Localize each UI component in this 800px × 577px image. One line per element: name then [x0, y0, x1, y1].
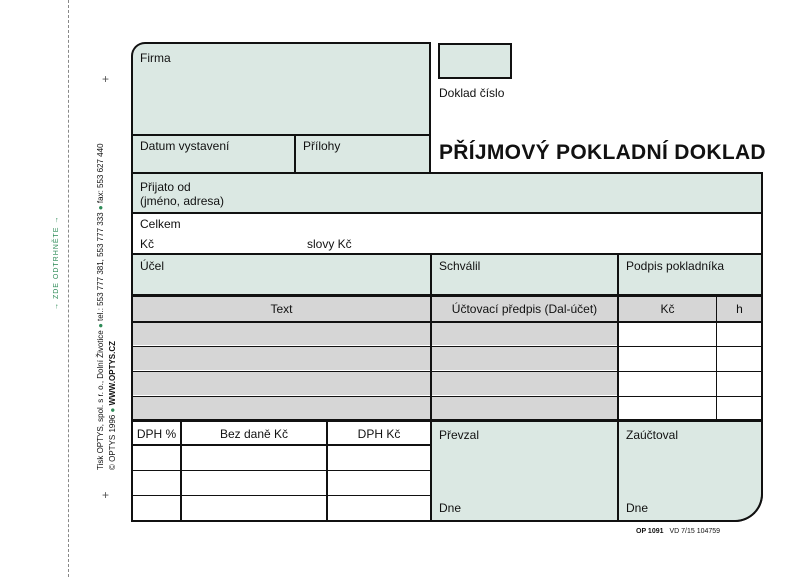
divider [716, 296, 717, 421]
total-currency-label: Kč [140, 237, 155, 251]
divider [617, 296, 619, 421]
total-amount-field[interactable] [160, 234, 300, 252]
vat-header-vat: DPH Kč [357, 427, 401, 441]
table-row[interactable] [133, 397, 617, 419]
cashier-label: Podpis pokladníka [626, 259, 725, 273]
bullet-icon: ● [96, 323, 105, 329]
arrow-right-icon: → [53, 215, 60, 224]
received-date-label: Dne [439, 501, 462, 515]
arrow-left-icon: → [53, 302, 60, 310]
plus-mark-bottom: + [102, 488, 110, 502]
divider [617, 253, 619, 296]
approved-label: Schválil [439, 259, 481, 273]
purpose-label: Účel [140, 259, 165, 273]
received-from-line2: (jméno, adresa) [140, 194, 225, 208]
website-text: WWW.OPTYS.CZ [108, 340, 117, 406]
date-label: Datum vystavení [140, 139, 230, 153]
divider [180, 422, 182, 522]
top-left-frame [131, 42, 431, 174]
divider [326, 422, 328, 522]
divider [430, 421, 432, 522]
vat-amount-cells[interactable] [328, 446, 430, 520]
page-title: PŘÍJMOVÝ POKLADNÍ DOKLAD [439, 141, 766, 164]
column-header-h: h [736, 302, 743, 316]
total-words-field[interactable] [360, 234, 755, 252]
table-row[interactable] [133, 323, 617, 345]
divider [430, 296, 432, 421]
printer-line: Tisk OPTYS, spol. s r. o., Dolní Životice [96, 330, 105, 470]
divider [294, 134, 296, 174]
posted-date-label: Dne [626, 501, 649, 515]
fax-text: fax: 553 627 440 [96, 143, 105, 204]
divider [131, 212, 763, 214]
tear-line [68, 0, 69, 577]
column-header-czk: Kč [660, 302, 675, 316]
column-header-text: Text [270, 302, 293, 316]
column-header-account: Účtovací předpis (Dal-účet) [451, 302, 598, 316]
row-divider [131, 396, 763, 397]
bullet-icon: ● [108, 407, 117, 413]
vat-header-rate: DPH % [136, 427, 177, 441]
phone-text: tel.: 553 777 381, 553 777 333 [96, 212, 105, 321]
posted-by-label: Zaúčtoval [626, 428, 679, 442]
vat-header-base: Bez daně Kč [219, 427, 289, 441]
purpose-field[interactable] [133, 255, 430, 294]
divider [131, 134, 431, 136]
table-row[interactable] [133, 347, 617, 370]
total-words-label: slovy Kč [307, 237, 352, 251]
divider [617, 421, 619, 522]
bullet-icon: ● [96, 205, 105, 211]
row-divider [131, 346, 763, 347]
divider [430, 253, 432, 296]
received-by-label: Převzal [439, 428, 480, 442]
form-meta: VD 7/15 104759 [669, 528, 721, 535]
form-code: OP 1091 [636, 528, 664, 535]
vat-base-cells[interactable] [182, 446, 326, 520]
attachments-label: Přílohy [303, 139, 341, 153]
received-from-label [140, 180, 224, 208]
row-divider [131, 371, 763, 372]
received-from-line1: Přijato od [140, 180, 191, 194]
tear-label-text: ZDE ODTRHNĚTE [53, 226, 60, 300]
total-label: Celkem [140, 217, 181, 231]
footer-meta [636, 527, 720, 536]
table-row[interactable] [133, 372, 617, 395]
plus-mark-top: + [102, 72, 110, 86]
firma-label: Firma [140, 51, 171, 65]
copyright-text: © OPTYS 1996 [108, 414, 117, 470]
doc-number-field[interactable] [438, 43, 512, 79]
received-from-field[interactable] [133, 174, 761, 212]
vat-rate-cells[interactable] [133, 446, 180, 520]
doc-number-label: Doklad číslo [439, 86, 505, 100]
